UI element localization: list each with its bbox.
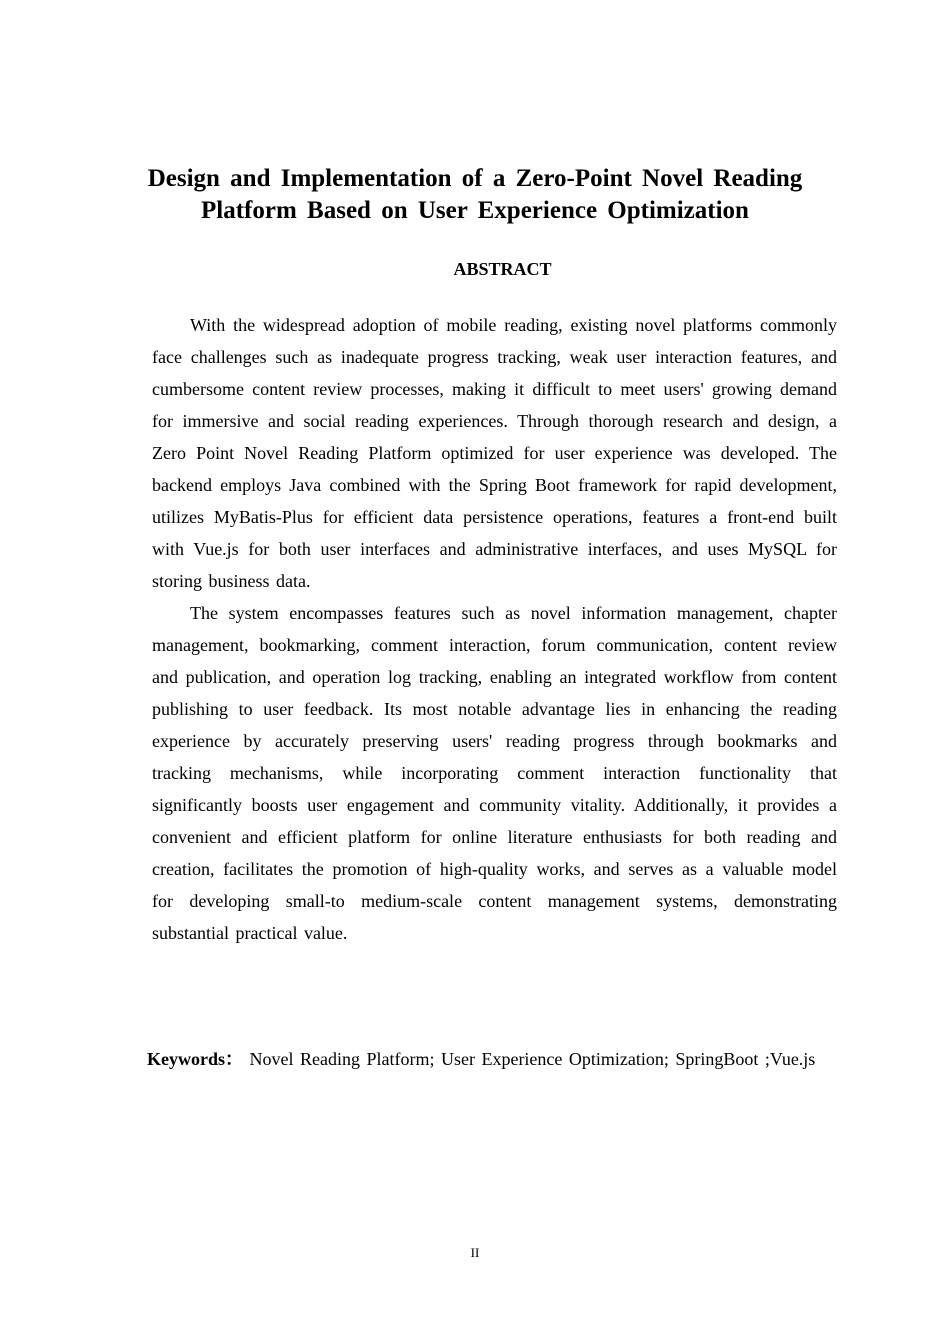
keywords-text: Novel Reading Platform; User Experience Optimization; SpringBoot ;Vue.js bbox=[249, 1049, 816, 1069]
abstract-paragraph-1: With the widespread adoption of mobile reading, existing novel platforms commonly face challenges such as inadequate progress tracking, weak user interaction features, and cumbersome content review processes, making it difficult to meet users' growing demand for immersive and social reading experiences. Through thorough research and design, a Zero Point Novel Reading Platform optimized for user experience was developed. The backend employs Java combined with the Spring Boot framework for rapid development, utilizes MyBatis-Plus for efficient data persistence operations, features a front-end built with Vue.js for both user interfaces and administrative interfaces, and uses MySQL for storing business data. bbox=[152, 315, 837, 591]
abstract-heading: ABSTRACT bbox=[453, 259, 552, 279]
abstract-paragraph-2: The system encompasses features such as novel information management, chapter management, bookmarking, comment interaction, forum communication, content review and publication, and operation log tracking, enabling an integrated workflow from content publishing to user feedback. Its most notable advantage lies in enhancing the reading experience by accurately preserving users' reading progress through bookmarks and tracking mechanisms, while incorporating comment interaction functionality that significantly boosts user engagement and community vitality. Additionally, it provides a convenient and efficient platform for online literature enthusiasts for both reading and creation, facilitates the promotion of high-quality works, and serves as a valuable model for developing small-to medium-scale content management systems, demonstrating substantial practical value. bbox=[152, 603, 837, 943]
keywords-label: Keywords： bbox=[147, 1049, 243, 1069]
keywords-line bbox=[114, 1044, 837, 1075]
page-number: II bbox=[470, 1245, 480, 1260]
abstract-body bbox=[152, 309, 837, 949]
paper-title: Design and Implementation of a Zero-Point Novel Reading Platform Based on User Experience Optimization bbox=[147, 165, 803, 224]
